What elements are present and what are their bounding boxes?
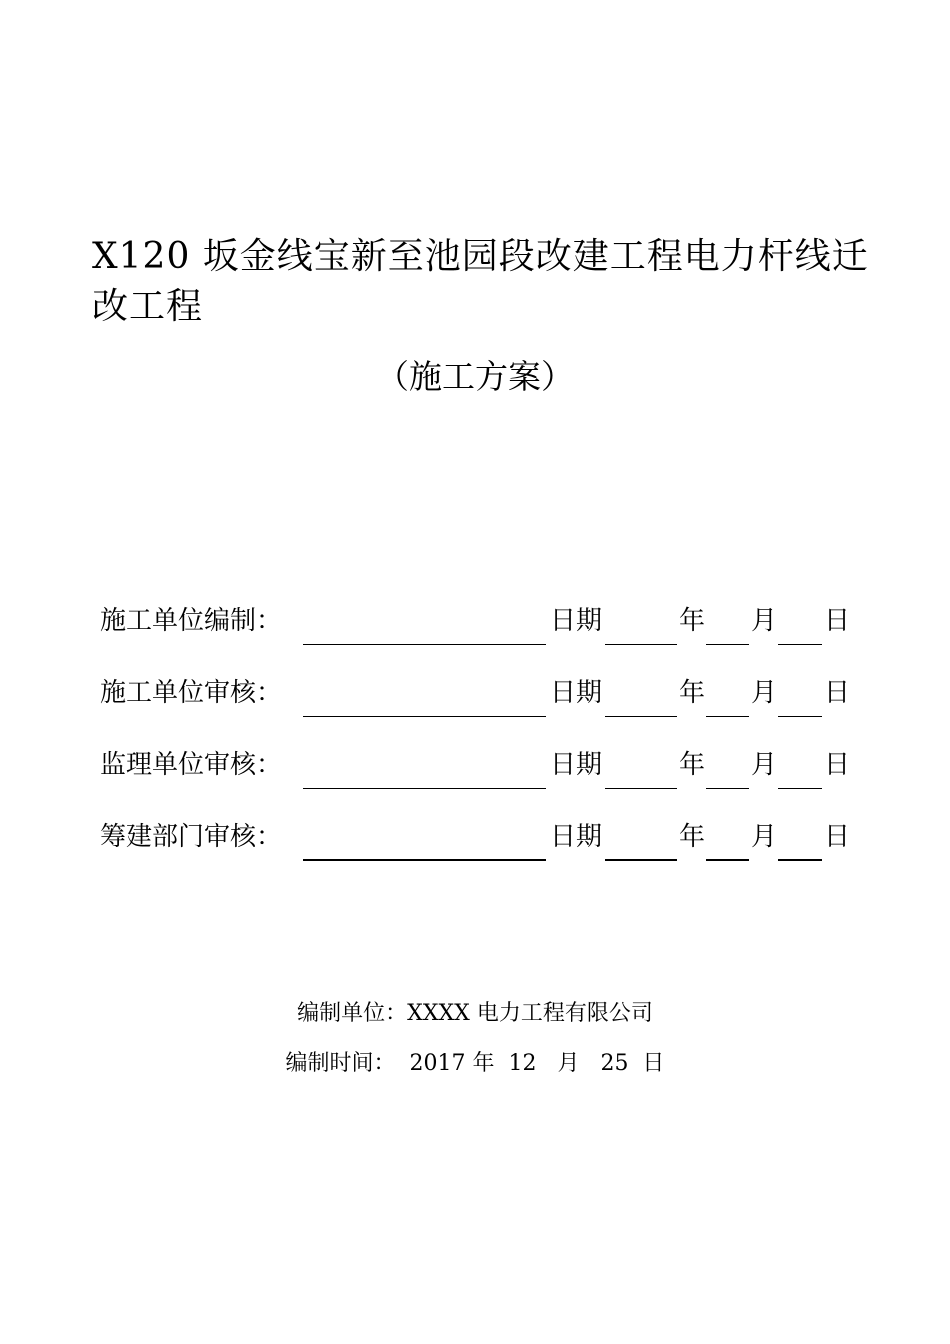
signature-row-preparation-review — [0, 822, 950, 872]
month-label: 月 — [751, 678, 778, 708]
date-day-line — [778, 644, 822, 645]
day-label: 日 — [824, 678, 851, 708]
day-label: 日 — [824, 750, 851, 780]
signature-row-compile — [0, 606, 950, 656]
signature-row-construction-review — [0, 678, 950, 728]
date-day-line — [778, 859, 822, 861]
month-label: 月 — [751, 822, 778, 852]
signature-label: 筹建部门审核： — [100, 822, 283, 852]
signature-label: 施工单位编制： — [100, 606, 283, 636]
day-label: 日 — [824, 606, 851, 636]
signature-label: 监理单位审核： — [100, 750, 283, 780]
signature-line — [303, 859, 546, 861]
signature-line — [303, 788, 546, 789]
date-month-line — [706, 716, 749, 717]
date-month-line — [706, 859, 749, 861]
date-label: 日期 — [550, 822, 603, 852]
date-day-line — [778, 788, 822, 789]
document-subtitle: （施工方案） — [376, 357, 574, 396]
compiling-time: 编制时间： 2017 年 12 月 25 日 — [285, 1051, 665, 1076]
signature-line — [303, 644, 546, 645]
month-label: 月 — [751, 750, 778, 780]
date-month-line — [706, 788, 749, 789]
date-year-line — [605, 859, 677, 861]
document-title: X120 坂金线宝新至池园段改建工程电力杆线迁改工程 — [92, 236, 869, 327]
year-label: 年 — [679, 678, 706, 708]
date-label: 日期 — [550, 678, 603, 708]
date-label: 日期 — [550, 750, 603, 780]
month-label: 月 — [751, 606, 778, 636]
compiling-unit: 编制单位：XXXX 电力工程有限公司 — [297, 1001, 653, 1026]
date-year-line — [605, 716, 677, 717]
signature-label: 施工单位审核： — [100, 678, 283, 708]
year-label: 年 — [679, 822, 706, 852]
signature-line — [303, 716, 546, 717]
date-month-line — [706, 644, 749, 645]
year-label: 年 — [679, 750, 706, 780]
date-day-line — [778, 716, 822, 717]
date-year-line — [605, 644, 677, 645]
signature-row-supervision-review — [0, 750, 950, 800]
date-label: 日期 — [550, 606, 603, 636]
day-label: 日 — [824, 822, 851, 852]
year-label: 年 — [679, 606, 706, 636]
date-year-line — [605, 788, 677, 789]
